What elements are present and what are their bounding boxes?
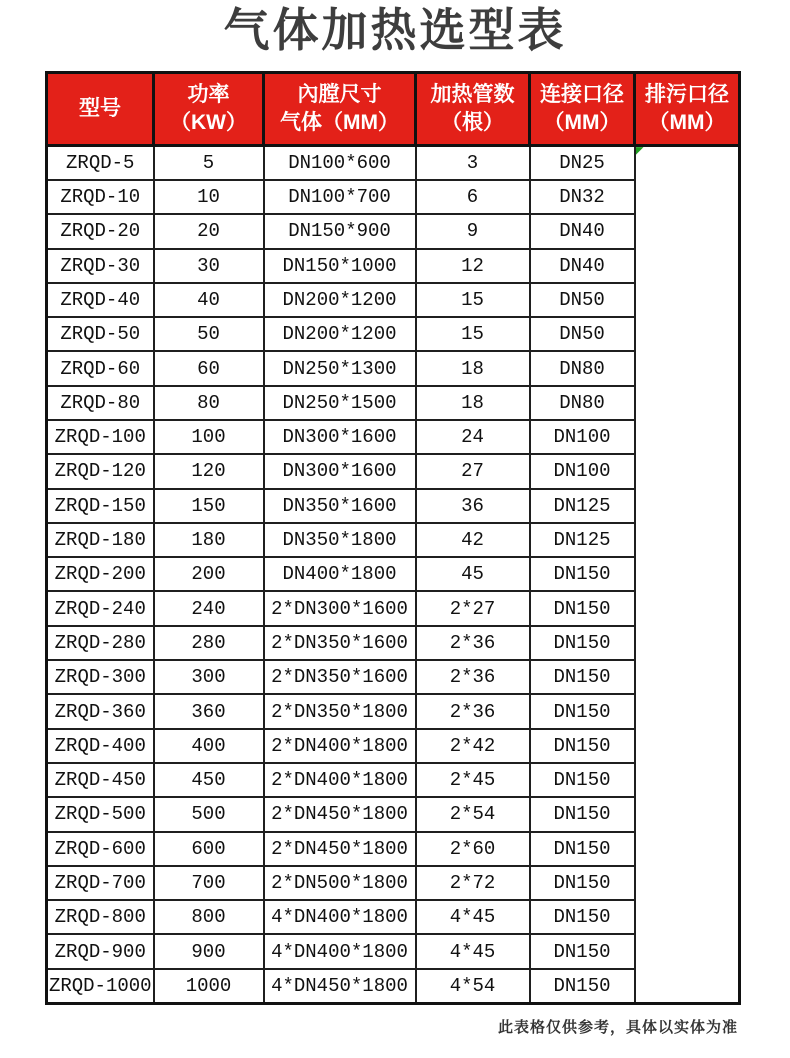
table-cell: ZRQD-280: [47, 626, 154, 660]
table-cell: DN250*1300: [264, 351, 416, 385]
table-cell: DN80: [530, 386, 635, 420]
table-cell: ZRQD-360: [47, 694, 154, 728]
table-cell: ZRQD-200: [47, 557, 154, 591]
table-cell: DN150: [530, 969, 635, 1003]
table-cell: 2*54: [416, 797, 530, 831]
table-cell: 300: [154, 660, 264, 694]
table-cell: 150: [154, 489, 264, 523]
table-cell: ZRQD-600: [47, 832, 154, 866]
table-cell: 4*45: [416, 934, 530, 968]
table-cell: 1000: [154, 969, 264, 1003]
col-header-connection-diameter: [530, 73, 635, 146]
table-cell: DN125: [530, 523, 635, 557]
header-row: [47, 73, 740, 146]
table-cell: 900: [154, 934, 264, 968]
col-header-drain-diameter-unit: （MM）: [648, 111, 726, 135]
table-cell: DN125: [530, 489, 635, 523]
table-cell: DN150: [530, 900, 635, 934]
table-cell: 240: [154, 591, 264, 625]
table-cell: 2*60: [416, 832, 530, 866]
table-cell: 2*36: [416, 694, 530, 728]
table-cell: DN150: [530, 694, 635, 728]
table-cell: DN40: [530, 249, 635, 283]
table-cell: ZRQD-150: [47, 489, 154, 523]
table-cell: 2*45: [416, 763, 530, 797]
table-cell: 15: [416, 283, 530, 317]
table-cell: DN25: [530, 146, 635, 180]
table-cell: 40: [154, 283, 264, 317]
table-cell: 2*36: [416, 626, 530, 660]
table-cell: DN50: [530, 317, 635, 351]
table-cell: DN150: [530, 557, 635, 591]
table-cell: 2*DN350*1600: [264, 660, 416, 694]
table-cell: 4*54: [416, 969, 530, 1003]
table-cell: 100: [154, 420, 264, 454]
table-cell: 15: [416, 317, 530, 351]
table-cell: 2*DN350*1600: [264, 626, 416, 660]
table-cell: ZRQD-400: [47, 729, 154, 763]
table-cell: 2*DN450*1800: [264, 797, 416, 831]
table-cell: DN100: [530, 420, 635, 454]
col-header-drain-diameter: [635, 73, 740, 146]
table-cell: 30: [154, 249, 264, 283]
comment-marker-icon: [636, 147, 644, 155]
table-cell: ZRQD-700: [47, 866, 154, 900]
table-cell: 280: [154, 626, 264, 660]
table-cell: DN150: [530, 797, 635, 831]
table-cell: 2*42: [416, 729, 530, 763]
table-cell: DN150: [530, 832, 635, 866]
table-cell: 36: [416, 489, 530, 523]
table-cell: 6: [416, 180, 530, 214]
table-cell: DN350*1600: [264, 489, 416, 523]
table-cell: 4*DN400*1800: [264, 900, 416, 934]
footnote: 此表格仅供参考，具体以实体为准: [497, 1018, 738, 1036]
table-cell: ZRQD-50: [47, 317, 154, 351]
table-cell: 18: [416, 351, 530, 385]
table-cell: 20: [154, 214, 264, 248]
table-cell: DN150: [530, 591, 635, 625]
table-cell: ZRQD-240: [47, 591, 154, 625]
table-body: [47, 146, 740, 1003]
table-cell: ZRQD-120: [47, 454, 154, 488]
table-cell: ZRQD-60: [47, 351, 154, 385]
table-cell: ZRQD-1000: [47, 969, 154, 1003]
table-cell: ZRQD-300: [47, 660, 154, 694]
col-header-connection-diameter-label: 连接口径: [540, 82, 624, 106]
table-cell: 27: [416, 454, 530, 488]
table-cell: 50: [154, 317, 264, 351]
table-cell: DN200*1200: [264, 283, 416, 317]
table-cell: 24: [416, 420, 530, 454]
col-header-power: [154, 73, 264, 146]
table-cell: DN32: [530, 180, 635, 214]
col-header-connection-diameter-unit: （MM）: [543, 111, 621, 135]
table-cell: ZRQD-40: [47, 283, 154, 317]
table-cell: 10: [154, 180, 264, 214]
table-cell: 2*DN400*1800: [264, 729, 416, 763]
table-cell: 45: [416, 557, 530, 591]
table-cell: DN150: [530, 729, 635, 763]
table-cell: DN400*1800: [264, 557, 416, 591]
table-cell: 80: [154, 386, 264, 420]
table-row: [47, 146, 740, 180]
table-cell: ZRQD-5: [47, 146, 154, 180]
table-cell: DN200*1200: [264, 317, 416, 351]
table-cell: 4*45: [416, 900, 530, 934]
table-cell: 200: [154, 557, 264, 591]
table-cell: 2*DN350*1800: [264, 694, 416, 728]
table-cell: 2*DN300*1600: [264, 591, 416, 625]
gas-heating-selection-table: [45, 71, 741, 1004]
page-title: 气体加热选型表: [223, 4, 567, 56]
table-cell: DN150: [530, 626, 635, 660]
table-cell: 5: [154, 146, 264, 180]
col-header-tube-count-unit: （根）: [441, 111, 504, 135]
table-cell: 800: [154, 900, 264, 934]
table-cell: DN100*600: [264, 146, 416, 180]
col-header-model: [47, 73, 154, 146]
table-cell: 600: [154, 832, 264, 866]
table-cell: DN150*900: [264, 214, 416, 248]
table-cell: ZRQD-900: [47, 934, 154, 968]
table-cell: 3: [416, 146, 530, 180]
table-cell: DN150: [530, 763, 635, 797]
table-cell: DN300*1600: [264, 420, 416, 454]
drain-column-merged-cell: [635, 146, 740, 1003]
table-cell: 360: [154, 694, 264, 728]
table-cell: ZRQD-800: [47, 900, 154, 934]
table-cell: ZRQD-10: [47, 180, 154, 214]
table-cell: ZRQD-450: [47, 763, 154, 797]
table-cell: DN50: [530, 283, 635, 317]
table-cell: 2*DN400*1800: [264, 763, 416, 797]
table-cell: 500: [154, 797, 264, 831]
table-cell: 60: [154, 351, 264, 385]
col-header-tube-count: [416, 73, 530, 146]
table-cell: ZRQD-500: [47, 797, 154, 831]
col-header-drain-diameter-label: 排污口径: [645, 82, 729, 106]
table-cell: DN150: [530, 660, 635, 694]
col-header-model-label: 型号: [79, 96, 121, 120]
table-cell: 9: [416, 214, 530, 248]
table-cell: DN40: [530, 214, 635, 248]
table-cell: DN350*1800: [264, 523, 416, 557]
table-cell: ZRQD-30: [47, 249, 154, 283]
table-cell: 450: [154, 763, 264, 797]
table-cell: 2*27: [416, 591, 530, 625]
table-cell: DN100: [530, 454, 635, 488]
table-cell: 18: [416, 386, 530, 420]
table-cell: DN100*700: [264, 180, 416, 214]
table-cell: ZRQD-100: [47, 420, 154, 454]
table-cell: 120: [154, 454, 264, 488]
table-cell: 700: [154, 866, 264, 900]
table-cell: DN80: [530, 351, 635, 385]
table-cell: ZRQD-180: [47, 523, 154, 557]
col-header-chamber-size-label: 內膛尺寸: [297, 82, 382, 106]
table-cell: 4*DN450*1800: [264, 969, 416, 1003]
table-cell: 42: [416, 523, 530, 557]
table-cell: ZRQD-80: [47, 386, 154, 420]
col-header-power-label: 功率: [187, 82, 230, 106]
col-header-chamber-size: [264, 73, 416, 146]
table-cell: DN250*1500: [264, 386, 416, 420]
table-cell: DN300*1600: [264, 454, 416, 488]
table-cell: 2*72: [416, 866, 530, 900]
table-cell: 400: [154, 729, 264, 763]
table-cell: 2*36: [416, 660, 530, 694]
table-cell: DN150: [530, 934, 635, 968]
table-cell: ZRQD-20: [47, 214, 154, 248]
table-cell: 2*DN450*1800: [264, 832, 416, 866]
col-header-power-unit: （KW）: [170, 111, 247, 135]
col-header-chamber-size-unit: 气体（MM）: [280, 111, 399, 135]
table-cell: 4*DN400*1800: [264, 934, 416, 968]
table-cell: 180: [154, 523, 264, 557]
col-header-tube-count-label: 加热管数: [430, 82, 515, 106]
table-cell: 12: [416, 249, 530, 283]
table-cell: DN150: [530, 866, 635, 900]
table-cell: DN150*1000: [264, 249, 416, 283]
table-cell: 2*DN500*1800: [264, 866, 416, 900]
